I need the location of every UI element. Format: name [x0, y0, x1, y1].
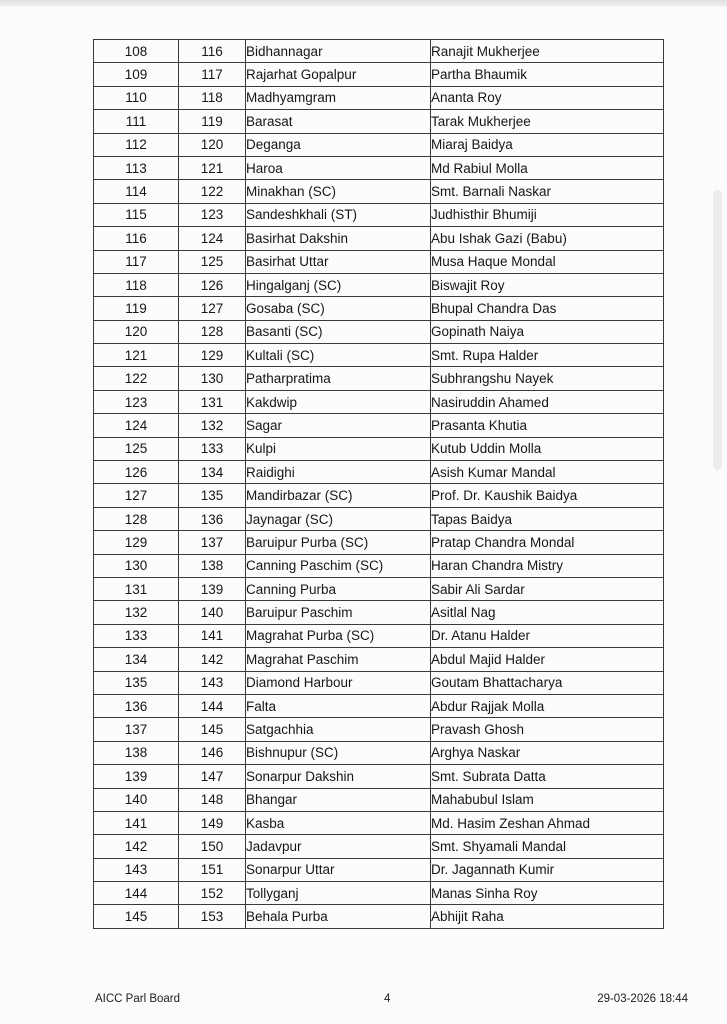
table-row	[94, 554, 664, 577]
constituency-number-cell: 128	[179, 320, 246, 343]
serial-number-cell: 118	[94, 273, 179, 296]
serial-number-cell: 141	[94, 811, 179, 834]
constituency-number-cell: 122	[179, 180, 246, 203]
constituency-number-cell: 151	[179, 858, 246, 881]
constituency-number-cell: 145	[179, 718, 246, 741]
table-row	[94, 484, 664, 507]
constituency-name-cell: Bidhannagar	[246, 40, 431, 63]
table-row	[94, 624, 664, 647]
footer-page-number: 4	[384, 993, 391, 1005]
constituency-number-cell: 135	[179, 484, 246, 507]
table-row	[94, 320, 664, 343]
serial-number-cell: 133	[94, 624, 179, 647]
constituency-name-cell: Basirhat Dakshin	[246, 227, 431, 250]
constituency-number-cell: 132	[179, 414, 246, 437]
serial-number-cell: 112	[94, 133, 179, 156]
constituency-name-cell: Sandeshkhali (ST)	[246, 203, 431, 226]
table-row	[94, 835, 664, 858]
table-row	[94, 437, 664, 460]
constituency-name-cell: Canning Paschim (SC)	[246, 554, 431, 577]
constituency-number-cell: 141	[179, 624, 246, 647]
candidate-name-cell: Gopinath Naiya	[431, 320, 664, 343]
serial-number-cell: 127	[94, 484, 179, 507]
constituency-number-cell: 133	[179, 437, 246, 460]
constituency-number-cell: 153	[179, 905, 246, 928]
constituency-name-cell: Basanti (SC)	[246, 320, 431, 343]
table-row	[94, 788, 664, 811]
serial-number-cell: 143	[94, 858, 179, 881]
serial-number-cell: 120	[94, 320, 179, 343]
candidate-name-cell: Kutub Uddin Molla	[431, 437, 664, 460]
constituency-name-cell: Sagar	[246, 414, 431, 437]
candidate-name-cell: Ranajit Mukherjee	[431, 40, 664, 63]
constituency-number-cell: 143	[179, 671, 246, 694]
serial-number-cell: 117	[94, 250, 179, 273]
serial-number-cell: 132	[94, 601, 179, 624]
constituency-name-cell: Sonarpur Dakshin	[246, 765, 431, 788]
table-row	[94, 86, 664, 109]
constituency-number-cell: 129	[179, 344, 246, 367]
candidate-name-cell: Prof. Dr. Kaushik Baidya	[431, 484, 664, 507]
constituency-number-cell: 148	[179, 788, 246, 811]
serial-number-cell: 123	[94, 390, 179, 413]
candidate-name-cell: Mahabubul Islam	[431, 788, 664, 811]
candidate-name-cell: Md Rabiul Molla	[431, 156, 664, 179]
constituency-number-cell: 130	[179, 367, 246, 390]
candidate-table-body	[94, 40, 664, 929]
constituency-name-cell: Patharpratima	[246, 367, 431, 390]
constituency-number-cell: 146	[179, 741, 246, 764]
table-row	[94, 905, 664, 928]
constituency-name-cell: Deganga	[246, 133, 431, 156]
serial-number-cell: 145	[94, 905, 179, 928]
constituency-name-cell: Magrahat Purba (SC)	[246, 624, 431, 647]
constituency-number-cell: 131	[179, 390, 246, 413]
constituency-name-cell: Kultali (SC)	[246, 344, 431, 367]
serial-number-cell: 110	[94, 86, 179, 109]
constituency-number-cell: 134	[179, 461, 246, 484]
serial-number-cell: 130	[94, 554, 179, 577]
table-row	[94, 718, 664, 741]
constituency-name-cell: Diamond Harbour	[246, 671, 431, 694]
table-row	[94, 507, 664, 530]
footer-datetime: 29-03-2026 18:44	[597, 993, 688, 1005]
candidate-name-cell: Dr. Jagannath Kumir	[431, 858, 664, 881]
constituency-name-cell: Jadavpur	[246, 835, 431, 858]
candidate-name-cell: Abu Ishak Gazi (Babu)	[431, 227, 664, 250]
table-row	[94, 601, 664, 624]
table-row	[94, 694, 664, 717]
candidate-name-cell: Sabir Ali Sardar	[431, 577, 664, 600]
table-row	[94, 344, 664, 367]
constituency-number-cell: 117	[179, 63, 246, 86]
candidate-name-cell: Judhisthir Bhumiji	[431, 203, 664, 226]
serial-number-cell: 119	[94, 297, 179, 320]
candidate-name-cell: Dr. Atanu Halder	[431, 624, 664, 647]
candidate-name-cell: Subhrangshu Nayek	[431, 367, 664, 390]
serial-number-cell: 126	[94, 461, 179, 484]
serial-number-cell: 122	[94, 367, 179, 390]
constituency-number-cell: 124	[179, 227, 246, 250]
table-row	[94, 273, 664, 296]
table-row	[94, 741, 664, 764]
table-row	[94, 577, 664, 600]
serial-number-cell: 131	[94, 577, 179, 600]
constituency-number-cell: 120	[179, 133, 246, 156]
serial-number-cell: 135	[94, 671, 179, 694]
constituency-name-cell: Tollyganj	[246, 882, 431, 905]
constituency-name-cell: Baruipur Paschim	[246, 601, 431, 624]
candidate-name-cell: Nasiruddin Ahamed	[431, 390, 664, 413]
constituency-number-cell: 149	[179, 811, 246, 834]
constituency-name-cell: Kakdwip	[246, 390, 431, 413]
candidate-name-cell: Smt. Subrata Datta	[431, 765, 664, 788]
constituency-name-cell: Minakhan (SC)	[246, 180, 431, 203]
candidate-name-cell: Pratap Chandra Mondal	[431, 531, 664, 554]
table-row	[94, 40, 664, 63]
candidate-name-cell: Asitlal Nag	[431, 601, 664, 624]
constituency-number-cell: 119	[179, 110, 246, 133]
constituency-name-cell: Canning Purba	[246, 577, 431, 600]
candidate-name-cell: Biswajit Roy	[431, 273, 664, 296]
serial-number-cell: 116	[94, 227, 179, 250]
constituency-name-cell: Bhangar	[246, 788, 431, 811]
constituency-number-cell: 150	[179, 835, 246, 858]
candidate-name-cell: Smt. Shyamali Mandal	[431, 835, 664, 858]
candidate-name-cell: Abdur Rajjak Molla	[431, 694, 664, 717]
serial-number-cell: 109	[94, 63, 179, 86]
constituency-number-cell: 138	[179, 554, 246, 577]
table-row	[94, 227, 664, 250]
serial-number-cell: 121	[94, 344, 179, 367]
table-row	[94, 858, 664, 881]
candidate-name-cell: Arghya Naskar	[431, 741, 664, 764]
constituency-name-cell: Magrahat Paschim	[246, 648, 431, 671]
constituency-name-cell: Madhyamgram	[246, 86, 431, 109]
constituency-name-cell: Baruipur Purba (SC)	[246, 531, 431, 554]
constituency-name-cell: Barasat	[246, 110, 431, 133]
constituency-name-cell: Kulpi	[246, 437, 431, 460]
candidate-name-cell: Smt. Barnali Naskar	[431, 180, 664, 203]
candidate-name-cell: Tapas Baidya	[431, 507, 664, 530]
candidate-name-cell: Abhijit Raha	[431, 905, 664, 928]
serial-number-cell: 115	[94, 203, 179, 226]
table-row	[94, 63, 664, 86]
constituency-name-cell: Sonarpur Uttar	[246, 858, 431, 881]
constituency-number-cell: 136	[179, 507, 246, 530]
table-row	[94, 414, 664, 437]
candidate-name-cell: Ananta Roy	[431, 86, 664, 109]
serial-number-cell: 142	[94, 835, 179, 858]
candidate-name-cell: Smt. Rupa Halder	[431, 344, 664, 367]
table-row	[94, 180, 664, 203]
candidate-name-cell: Musa Haque Mondal	[431, 250, 664, 273]
constituency-name-cell: Jaynagar (SC)	[246, 507, 431, 530]
constituency-number-cell: 123	[179, 203, 246, 226]
table-row	[94, 648, 664, 671]
serial-number-cell: 108	[94, 40, 179, 63]
serial-number-cell: 128	[94, 507, 179, 530]
serial-number-cell: 125	[94, 437, 179, 460]
serial-number-cell: 140	[94, 788, 179, 811]
table-row	[94, 390, 664, 413]
constituency-number-cell: 126	[179, 273, 246, 296]
candidate-table	[93, 39, 664, 929]
constituency-number-cell: 139	[179, 577, 246, 600]
constituency-number-cell: 140	[179, 601, 246, 624]
constituency-name-cell: Gosaba (SC)	[246, 297, 431, 320]
constituency-name-cell: Hingalganj (SC)	[246, 273, 431, 296]
constituency-name-cell: Basirhat Uttar	[246, 250, 431, 273]
serial-number-cell: 124	[94, 414, 179, 437]
table-row	[94, 461, 664, 484]
candidate-name-cell: Asish Kumar Mandal	[431, 461, 664, 484]
candidate-name-cell: Abdul Majid Halder	[431, 648, 664, 671]
constituency-number-cell: 142	[179, 648, 246, 671]
candidate-name-cell: Md. Hasim Zeshan Ahmad	[431, 811, 664, 834]
candidate-name-cell: Tarak Mukherjee	[431, 110, 664, 133]
scrollbar-thumb[interactable]	[713, 190, 722, 470]
candidate-name-cell: Partha Bhaumik	[431, 63, 664, 86]
serial-number-cell: 134	[94, 648, 179, 671]
constituency-number-cell: 116	[179, 40, 246, 63]
candidate-name-cell: Goutam Bhattacharya	[431, 671, 664, 694]
constituency-name-cell: Behala Purba	[246, 905, 431, 928]
candidate-name-cell: Pravash Ghosh	[431, 718, 664, 741]
table-row	[94, 811, 664, 834]
serial-number-cell: 137	[94, 718, 179, 741]
table-row	[94, 531, 664, 554]
table-row	[94, 133, 664, 156]
table-row	[94, 203, 664, 226]
constituency-number-cell: 144	[179, 694, 246, 717]
candidate-name-cell: Manas Sinha Roy	[431, 882, 664, 905]
constituency-number-cell: 152	[179, 882, 246, 905]
serial-number-cell: 113	[94, 156, 179, 179]
constituency-number-cell: 137	[179, 531, 246, 554]
constituency-number-cell: 125	[179, 250, 246, 273]
table-row	[94, 367, 664, 390]
serial-number-cell: 138	[94, 741, 179, 764]
constituency-number-cell: 147	[179, 765, 246, 788]
constituency-number-cell: 127	[179, 297, 246, 320]
serial-number-cell: 136	[94, 694, 179, 717]
table-row	[94, 882, 664, 905]
table-row	[94, 765, 664, 788]
serial-number-cell: 114	[94, 180, 179, 203]
constituency-name-cell: Raidighi	[246, 461, 431, 484]
constituency-name-cell: Haroa	[246, 156, 431, 179]
serial-number-cell: 129	[94, 531, 179, 554]
photo-top-edge-band	[0, 0, 727, 7]
candidate-name-cell: Prasanta Khutia	[431, 414, 664, 437]
footer-document-title: AICC Parl Board	[95, 993, 181, 1005]
serial-number-cell: 144	[94, 882, 179, 905]
constituency-number-cell: 118	[179, 86, 246, 109]
table-row	[94, 156, 664, 179]
serial-number-cell: 111	[94, 110, 179, 133]
table-row	[94, 250, 664, 273]
constituency-number-cell: 121	[179, 156, 246, 179]
table-row	[94, 297, 664, 320]
constituency-name-cell: Falta	[246, 694, 431, 717]
constituency-name-cell: Bishnupur (SC)	[246, 741, 431, 764]
candidate-name-cell: Miaraj Baidya	[431, 133, 664, 156]
candidate-name-cell: Haran Chandra Mistry	[431, 554, 664, 577]
table-row	[94, 110, 664, 133]
constituency-name-cell: Kasba	[246, 811, 431, 834]
serial-number-cell: 139	[94, 765, 179, 788]
constituency-name-cell: Mandirbazar (SC)	[246, 484, 431, 507]
page-footer	[0, 993, 727, 1011]
candidate-name-cell: Bhupal Chandra Das	[431, 297, 664, 320]
constituency-name-cell: Rajarhat Gopalpur	[246, 63, 431, 86]
constituency-name-cell: Satgachhia	[246, 718, 431, 741]
table-row	[94, 671, 664, 694]
